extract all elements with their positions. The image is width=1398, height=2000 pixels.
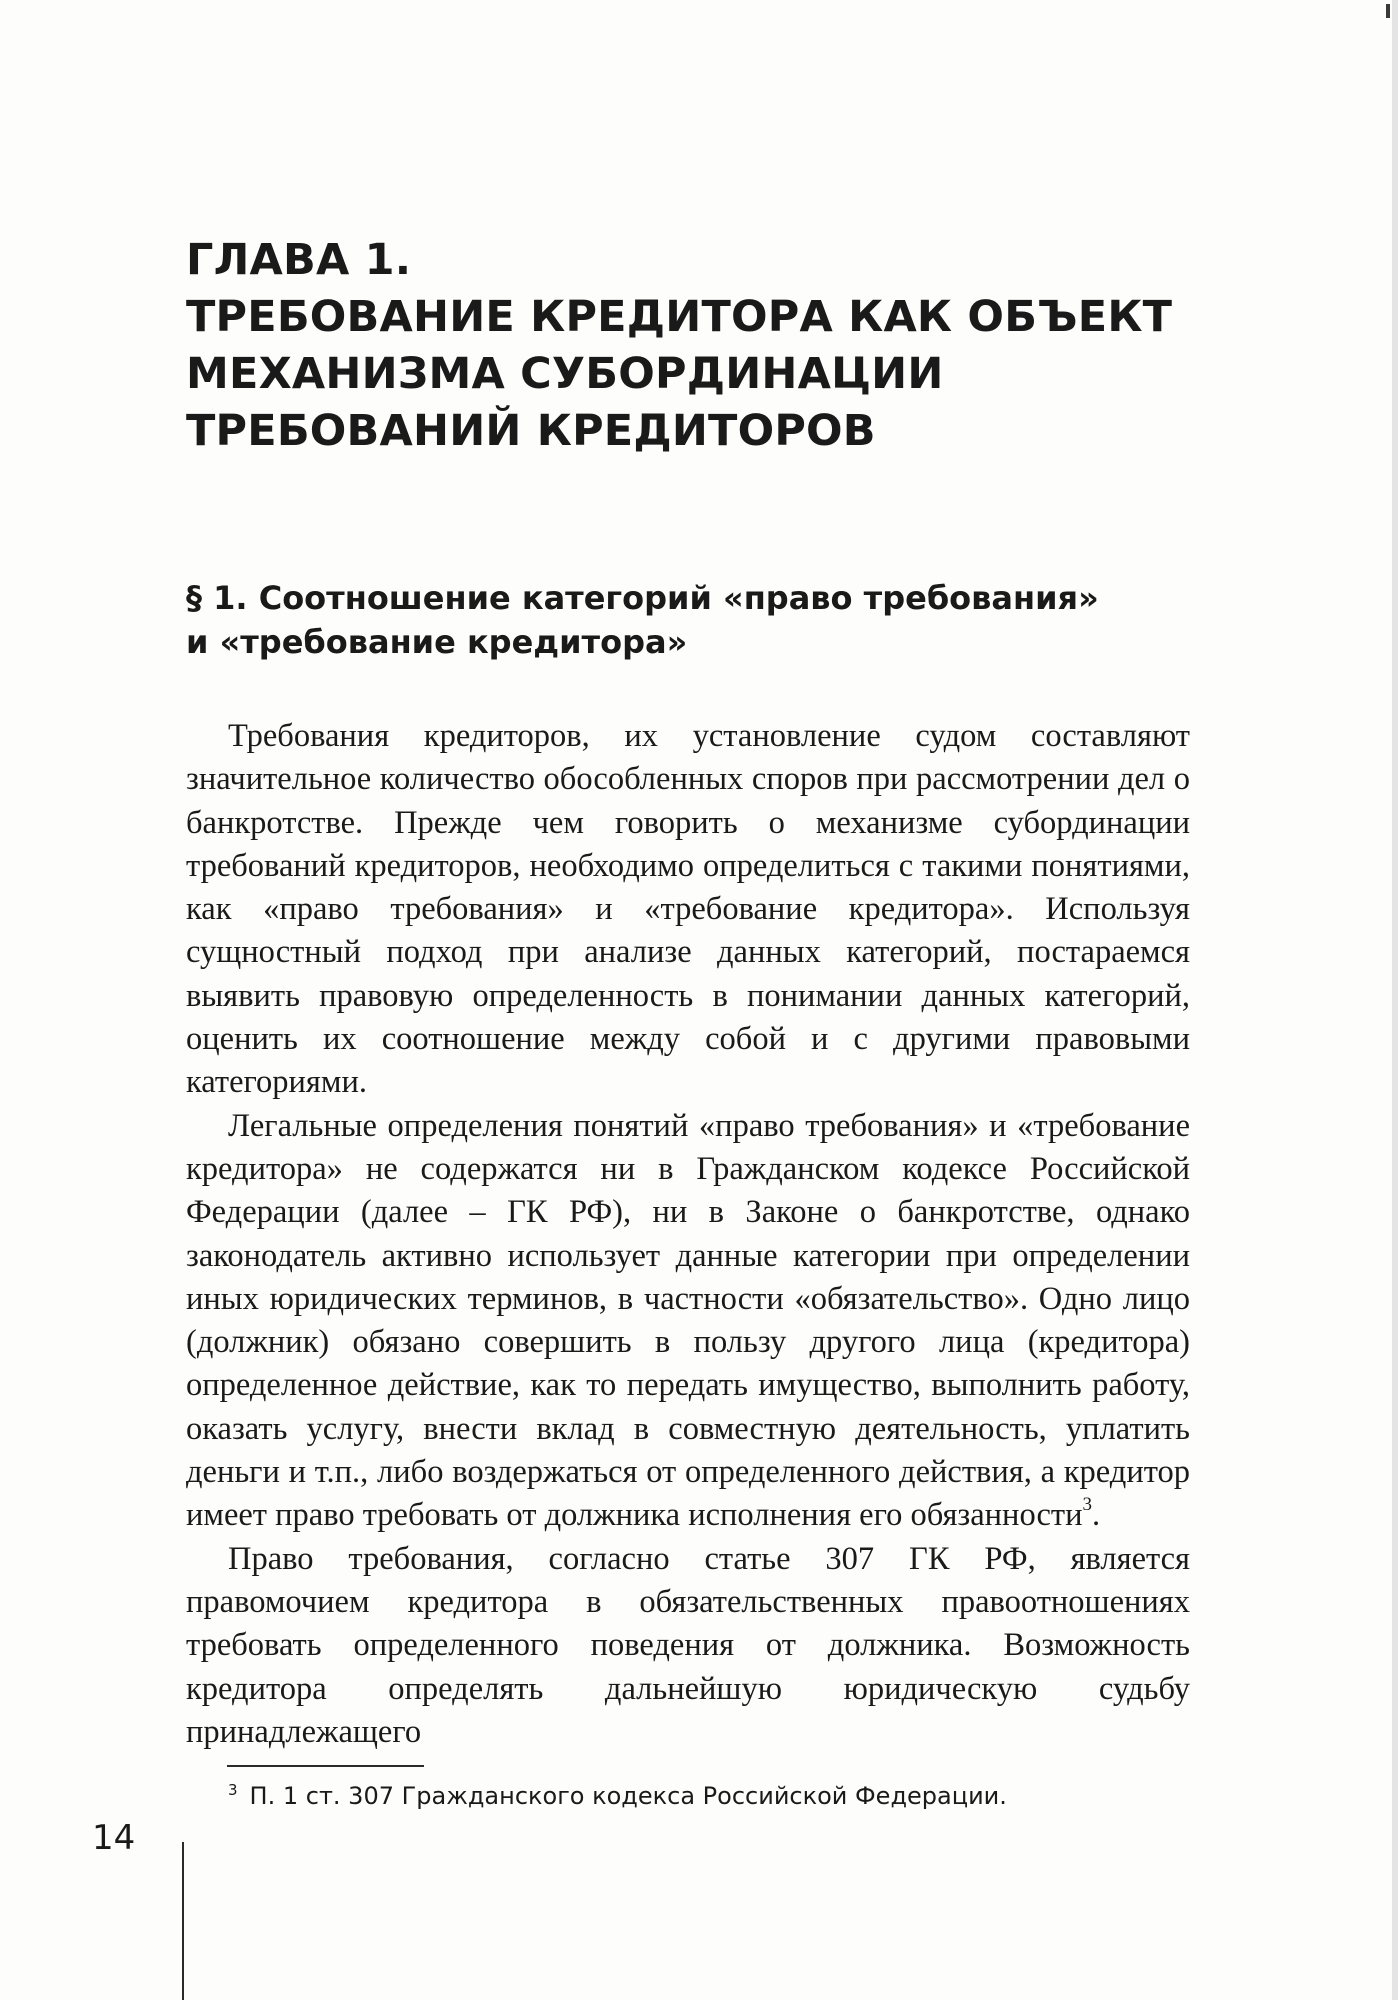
- body-paragraph-end: .: [1092, 1497, 1101, 1534]
- section-heading: [186, 576, 1196, 664]
- section-heading-line: § 1. Соотношение категорий «право требования»: [186, 579, 1099, 617]
- body-paragraph-text: Легальные определения понятий «право требования» и «требование кредитора» не содержатся ни в Гражданском кодексе Российской Федерации (далее – ГК РФ), ни в Законе о банкротстве, однако законодатель активно использует данные категории при определении иных юридических терминов, в частности «обязательство». Одно лицо (должник) обязано совершить в пользу другого лица (кредитора) определенное действие, как то передать имущество, выполнить работу, оказать услугу, внести вклад в совместную деятельность, уплатить деньги и т.п., либо воздержаться от определенного действия, а кредитор имеет право требовать от должника исполнения его обязанности: [186, 1107, 1190, 1534]
- body-text: [186, 715, 1190, 1754]
- page-number: 14: [92, 1818, 136, 1858]
- chapter-heading-line: ТРЕБОВАНИЕ КРЕДИТОРА КАК ОБЪЕКТ: [186, 292, 1173, 342]
- body-paragraph: Требования кредиторов, их установление судом составляют значительное количество обособленных споров при рассмотрении дел о банкротстве. Прежде чем говорить о механизме субординации требований кредиторов, необходимо определиться с такими понятиями, как «право требования» и «требование кредитора». Используя сущностный подход при анализе данных категорий, постараемся выявить правовую определенность в понимании данных категорий, оценить их соотношение между собой и с другими правовыми категориями.: [186, 718, 1190, 1101]
- corner-mark: [1386, 4, 1390, 18]
- footnote-marker: 3: [228, 1781, 238, 1799]
- chapter-heading-line: ГЛАВА 1.: [186, 235, 412, 285]
- body-paragraph: [186, 1105, 1190, 1538]
- chapter-heading-line: МЕХАНИЗМА СУБОРДИНАЦИИ: [186, 349, 944, 399]
- page-edge: [1392, 0, 1398, 2000]
- chapter-heading: [186, 232, 1196, 460]
- footnote-text: П. 1 ст. 307 Гражданского кодекса Российской Федерации.: [249, 1782, 1007, 1810]
- chapter-heading-line: ТРЕБОВАНИЙ КРЕДИТОРОВ: [186, 406, 876, 456]
- section-heading-line: и «требование кредитора»: [186, 623, 688, 661]
- footnote-reference[interactable]: 3: [1082, 1493, 1093, 1515]
- footnote: [228, 1773, 1188, 1813]
- page-number-rule: [182, 1842, 184, 2000]
- footnote-separator: [227, 1765, 424, 1767]
- body-paragraph: Право требования, согласно статье 307 ГК РФ, является правомочием кредитора в обязательственных правоотношениях требовать определенного поведения от должника. Возможность кредитора определять дальнейшую юридическую судьбу принадлежащего: [186, 1540, 1190, 1750]
